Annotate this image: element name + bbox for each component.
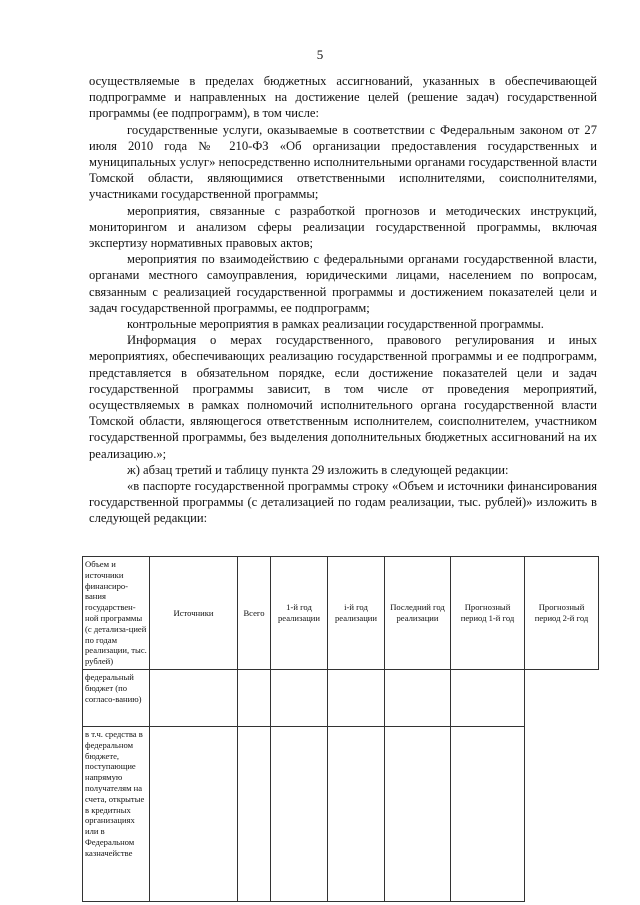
cell-empty <box>271 726 328 901</box>
cell-empty <box>385 726 451 901</box>
cell-empty <box>271 669 328 726</box>
paragraph: мероприятия, связанные с разработкой прогнозов и методических инструкций, мониторингом и анализом сферы реализации государственной программы, включая экспертизу нормативных правовых актов; <box>89 203 597 251</box>
cell-empty <box>238 726 271 901</box>
paragraph: государственные услуги, оказываемые в соответствии с Федеральным законом от 27 июля 2010 года № 210-ФЗ «Об организации предоставления государственных и муниципальных услуг» непосредственно исполнительными органами государственной власти Томской области, являющимися ответственными исполнителями, соисполнителями, участниками государственной программы; <box>89 122 597 202</box>
header-forecast-year-1: Прогнозный период 1-й год <box>451 557 525 670</box>
header-last-year: Последний год реализации <box>385 557 451 670</box>
cell-empty <box>451 726 525 901</box>
page-number: 5 <box>316 47 324 62</box>
paragraph: мероприятия по взаимодействию с федеральными органами государственной власти, органами местного самоуправления, юридическими лицами, населением по вопросам, связанным с реализацией государственной программы и достижением показателей цели и задач государственной программы, ее подпрограмм; <box>89 252 597 315</box>
cell-empty <box>328 669 385 726</box>
cell-empty <box>385 669 451 726</box>
table-row-label: Объем и источники финансиро-вания государствен-ной программы (с детализа-цией по годам реализации, тыс. рублей) <box>83 557 150 670</box>
table-row <box>83 726 599 901</box>
cell-empty <box>150 726 238 901</box>
paragraph: «в паспорте государственной программы строку «Объем и источники финансирования государственной программы (с детализацией по годам реализации, тыс. рублей)» изложить в следующей редакции: <box>89 479 597 526</box>
paragraph: Информация о мерах государственного, правового регулирования и иных мероприятиях, обеспечивающих реализацию государственной программы и ее подпрограмм, представляется в обязательном порядке, если достижение показателей цели и задач государственной программы зависит, в том числе от проведения мероприятий, осуществляемых в рамках полномочий исполнительного органа государственной власти Томской области, являющегося ответственным исполнителем, соисполнителем, участником государственной программы, без выделения дополнительных бюджетных ассигнований на их реализацию.»; <box>89 333 597 461</box>
paragraph: контрольные мероприятия в рамках реализации государственной программы. <box>127 317 544 332</box>
cell-empty <box>451 669 525 726</box>
header-year-i: i-й год реализации <box>328 557 385 670</box>
financing-table <box>82 556 599 902</box>
table-row <box>83 669 599 726</box>
body-text <box>89 73 597 527</box>
source-federal-direct: в т.ч. средства в федеральном бюджете, поступающие напрямую получателям на счета, открытые в кредитных организациях или в Федеральном казначействе <box>83 726 150 901</box>
header-sources: Источники <box>150 557 238 670</box>
cell-empty <box>238 669 271 726</box>
header-total: Всего <box>238 557 271 670</box>
header-forecast-year-2: Прогнозный период 2-й год <box>525 557 599 670</box>
header-year-1: 1-й год реализации <box>271 557 328 670</box>
paragraph: осуществляемые в пределах бюджетных ассигнований, указанных в обеспечивающей подпрограмме и направленных на достижение целей (решение задач) государственной программы (ее подпрограмм), в том числе: <box>89 74 597 121</box>
cell-empty <box>150 669 238 726</box>
source-federal-budget: федеральный бюджет (по согласо-ванию) <box>83 669 150 726</box>
cell-empty <box>328 726 385 901</box>
paragraph: ж) абзац третий и таблицу пункта 29 изложить в следующей редакции: <box>127 462 509 477</box>
